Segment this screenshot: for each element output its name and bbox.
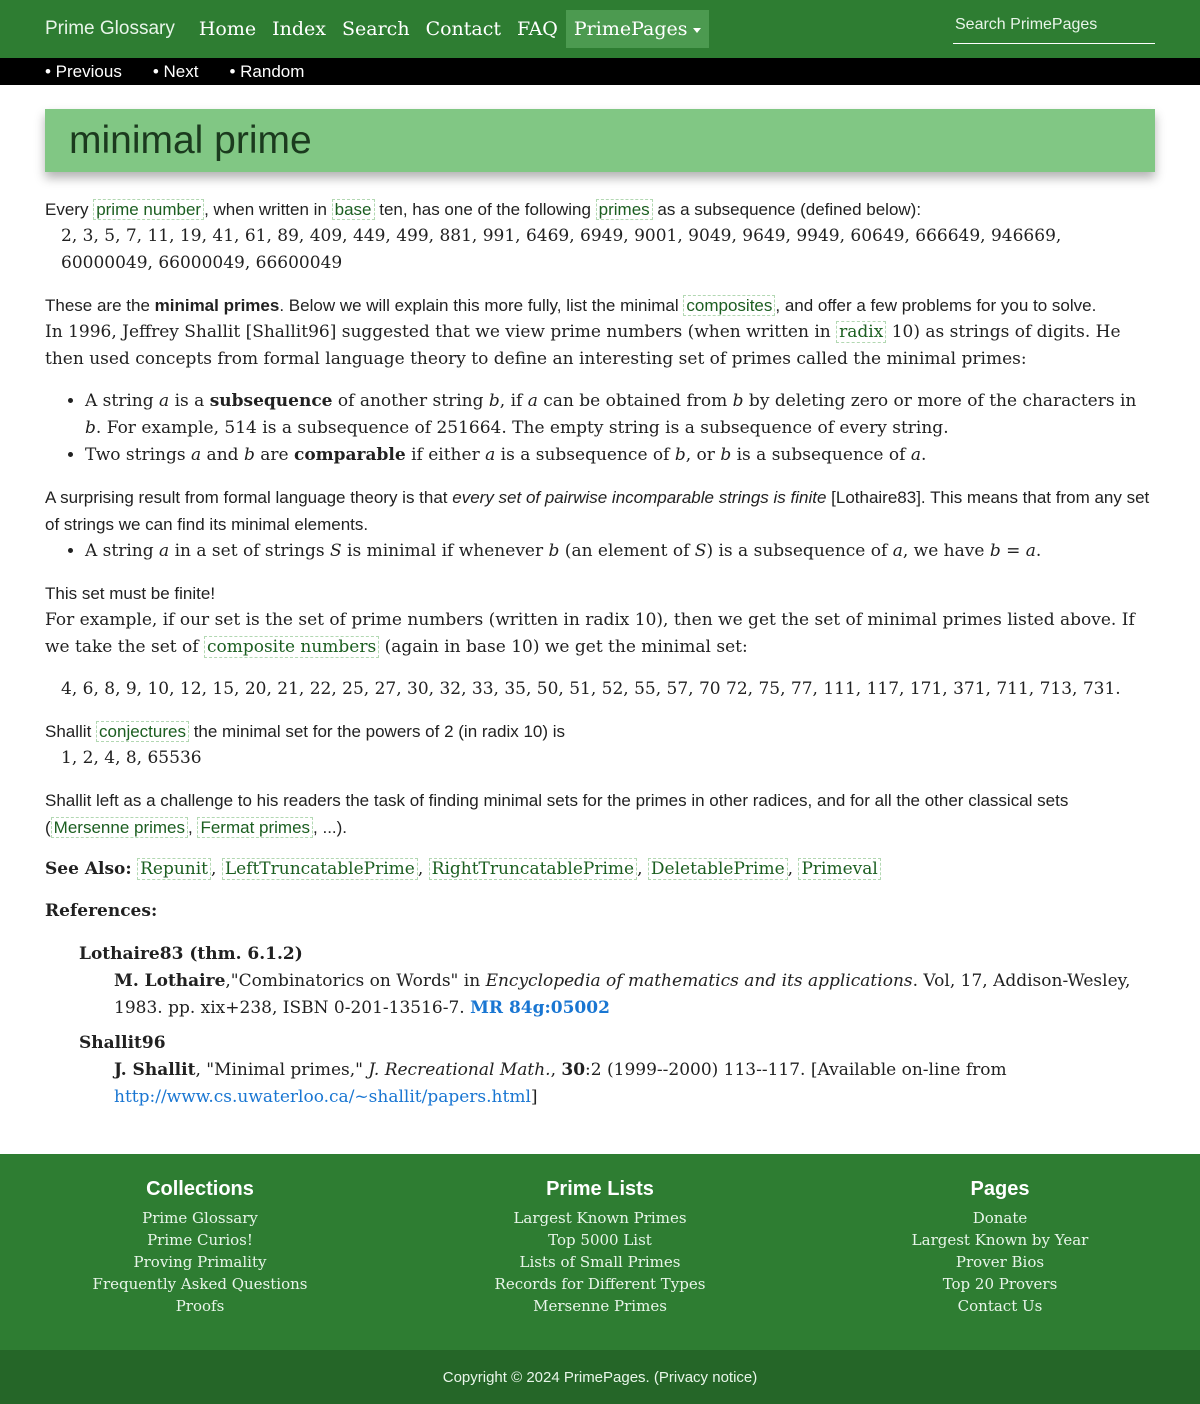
text: and: [201, 445, 244, 465]
text: A string: [85, 391, 160, 411]
text: ,: [188, 818, 198, 837]
composites-list: 4, 6, 8, 9, 10, 12, 15, 20, 21, 22, 25, 27, 30, 32, 33, 35, 50, 51, 52, 55, 57, 70 72, 75, 77, 111, 117, 171, 371, 711, 713, 731.: [61, 679, 1121, 699]
list-item: [85, 538, 1155, 565]
footer-link[interactable]: Largest Known by Year: [911, 1231, 1089, 1249]
var: S: [329, 541, 342, 561]
ref-author: J. Shallit: [114, 1060, 196, 1080]
text: are: [254, 445, 294, 465]
ref-title: J. Recreational Math.: [368, 1060, 551, 1080]
text: the minimal set for the powers of 2 (in radix 10) is: [188, 722, 566, 741]
see-also-label: See Also:: [45, 859, 132, 879]
footer-col-title: Pages: [970, 1178, 1030, 1200]
glossary-link-fermat-primes[interactable]: Fermat primes: [197, 817, 313, 838]
footer-link[interactable]: Frequently Asked Questions: [92, 1275, 308, 1293]
glossary-link-radix[interactable]: radix: [836, 321, 886, 343]
glossary-link-primes[interactable]: primes: [596, 199, 653, 220]
paragraph-minimal-primes: [45, 292, 1155, 319]
page-title: minimal prime: [69, 118, 312, 162]
see-also-lefttruncatableprime[interactable]: LeftTruncatablePrime: [222, 858, 418, 880]
text: 10) as strings of digits. He then used concepts from formal language theory to define an interesting set of primes called the minimal primes:: [45, 322, 1121, 369]
ref-title: Encyclopedia of mathematics and its applications: [485, 971, 913, 991]
nav-search[interactable]: Search: [342, 18, 410, 40]
text: , "Minimal primes,": [195, 1060, 369, 1080]
footer-link[interactable]: Lists of Small Primes: [519, 1253, 681, 1271]
text: if either: [405, 445, 486, 465]
nav-primepages-dropdown[interactable]: [566, 10, 709, 48]
nav-home[interactable]: Home: [198, 18, 257, 40]
var: a: [191, 445, 202, 465]
var: b: [85, 418, 96, 438]
minimal-primes-list: 2, 3, 5, 7, 11, 19, 41, 61, 89, 409, 449, 499, 881, 991, 6469, 6949, 9001, 9049, 9649, 9949, 60649, 666649, 946669, 60000049, 66000049, 66600049: [61, 226, 1062, 273]
text: (an element of: [559, 541, 695, 561]
text: Every: [45, 200, 94, 219]
text: .: [920, 445, 927, 465]
text: Two strings: [85, 445, 192, 465]
paragraph-formal-language: [45, 484, 1155, 538]
sub-navbar: [0, 58, 1200, 85]
text: is a subsequence of: [495, 445, 675, 465]
footer-link[interactable]: Prime Curios!: [147, 1231, 253, 1249]
text: can be obtained from: [537, 391, 733, 411]
text: A string: [85, 541, 160, 561]
var: b: [989, 541, 1001, 561]
text: , and offer a few problems for you to solve.: [775, 296, 1097, 315]
footer-link[interactable]: Prover Bios: [955, 1253, 1045, 1271]
bold-term: comparable: [293, 445, 406, 465]
var: b: [488, 391, 500, 411]
footer-col-collections: [0, 1154, 400, 1350]
var: S: [694, 541, 707, 561]
ref-author: M. Lothaire: [114, 971, 226, 991]
var: a: [159, 391, 170, 411]
footer-col-prime-lists: [400, 1154, 800, 1350]
text: . Below we will explain this more fully, list the minimal: [279, 296, 684, 315]
minimal-definition-list: [45, 538, 1155, 565]
paragraph-conjectures: [45, 718, 1155, 745]
random-link[interactable]: • Random: [229, 61, 305, 81]
text: is a subsequence of: [731, 445, 911, 465]
footer-link[interactable]: Contact Us: [957, 1297, 1043, 1315]
text: Shallit left as a challenge to his readers the task of finding minimal sets for the primes in other radices, and for all the other classical sets (: [45, 791, 1069, 837]
text: , we have: [902, 541, 990, 561]
footer-link[interactable]: Proving Primality: [133, 1253, 267, 1271]
text: , ...).: [313, 818, 348, 837]
var: b: [732, 391, 744, 411]
text: These are the: [45, 296, 155, 315]
dropdown-label: PrimePages: [573, 18, 688, 40]
paragraph-finite: This set must be finite!: [45, 584, 216, 603]
footer-link[interactable]: Mersenne Primes: [533, 1297, 667, 1315]
glossary-link-prime-number[interactable]: prime number: [93, 199, 204, 220]
var: a: [1025, 541, 1036, 561]
text: (again in base 10) we get the minimal set:: [379, 637, 748, 657]
previous-link[interactable]: • Previous: [45, 61, 122, 81]
next-link[interactable]: • Next: [152, 61, 199, 81]
glossary-link-conjectures[interactable]: conjectures: [96, 721, 189, 742]
list-item: [85, 388, 1155, 442]
references-list: [45, 941, 1155, 1111]
reference-entry: [79, 1057, 1155, 1111]
shallit-papers-link[interactable]: http://www.cs.uwaterloo.ca/~shallit/papers.html: [114, 1087, 531, 1107]
ref-volume: 30: [561, 1060, 586, 1080]
mr-link[interactable]: MR 84g:05002: [470, 998, 610, 1018]
reference-key: Lothaire83 (thm. 6.1.2): [79, 944, 303, 964]
see-also-repunit[interactable]: Repunit: [137, 858, 211, 880]
var: b: [548, 541, 560, 561]
footer-link[interactable]: Prime Glossary: [142, 1209, 258, 1227]
reference-entry: [79, 968, 1155, 1022]
see-also-primeval[interactable]: Primeval: [798, 858, 880, 880]
text: :2 (1999--2000) 113--117. [Available on-line from: [585, 1060, 1007, 1080]
nav-contact[interactable]: Contact: [425, 18, 502, 40]
var: b: [243, 445, 255, 465]
text: . For example, 514 is a subsequence of 251664. The empty string is a subsequence of every string.: [95, 418, 949, 438]
text: ,"Combinatorics on Words" in: [225, 971, 486, 991]
italic-text: every set of pairwise incomparable strings is finite: [452, 488, 827, 507]
text: A surprising result from formal language theory is that: [45, 488, 453, 507]
footer-col-title: Prime Lists: [546, 1178, 654, 1200]
nav-index[interactable]: Index: [272, 18, 327, 40]
powers-list: 1, 2, 4, 8, 65536: [61, 748, 202, 768]
footer-col-title: Collections: [146, 1178, 254, 1200]
text: is a: [169, 391, 210, 411]
footer-link[interactable]: Records for Different Types: [494, 1275, 706, 1293]
glossary-link-composites[interactable]: composites: [683, 295, 775, 316]
text: , when written in: [204, 200, 332, 219]
text: .: [1035, 541, 1042, 561]
text: In 1996, Jeffrey Shallit [Shallit96] suggested that we view prime numbers (when written in: [45, 322, 837, 342]
var: a: [159, 541, 170, 561]
text: For example, if our set is the set of prime numbers (written in radix 10), then we get the set of minimal primes listed above. If we take the set of: [45, 610, 1135, 657]
copyright: Copyright © 2024 PrimePages. (Privacy notice): [0, 1350, 1200, 1404]
text: ]: [530, 1087, 538, 1107]
paragraph-example: [45, 607, 1155, 661]
text: by deleting zero or more of the characters in: [743, 391, 1137, 411]
list-item: [85, 442, 1155, 469]
text: =: [1000, 541, 1026, 561]
top-navbar: [0, 0, 1200, 58]
see-also-righttruncatableprime[interactable]: RightTruncatablePrime: [429, 858, 637, 880]
text: is minimal if whenever: [341, 541, 549, 561]
footer: [0, 1154, 1200, 1350]
text: ,: [550, 1060, 562, 1080]
text: as a subsequence (defined below):: [652, 200, 922, 219]
text: Shallit: [45, 722, 97, 741]
paragraph-shallit: [45, 319, 1155, 373]
main-content: [0, 85, 1200, 1111]
text: . Vol, 17, Addison-Wesley, 1983. pp. xix+238, ISBN 0-201-13516-7.: [114, 971, 1131, 1018]
text: [Lothaire83]. This means that from any set of strings we can find its minimal elements.: [45, 488, 1150, 534]
footer-link[interactable]: Top 20 Provers: [942, 1275, 1058, 1293]
footer-col-pages: [800, 1154, 1200, 1350]
var: a: [527, 391, 538, 411]
var: a: [910, 445, 921, 465]
search-box: [953, 15, 1155, 44]
brand-link[interactable]: Prime Glossary: [45, 18, 175, 39]
glossary-link-mersenne-primes[interactable]: Mersenne primes: [51, 817, 188, 838]
var: a: [485, 445, 496, 465]
bold-term: minimal primes: [154, 296, 280, 315]
text: ) is a subsequence of: [706, 541, 893, 561]
title-box: [45, 109, 1155, 172]
var: a: [892, 541, 903, 561]
footer-link[interactable]: Donate: [972, 1209, 1028, 1227]
text: ten, has one of the following: [374, 200, 596, 219]
nav-faq[interactable]: FAQ: [517, 18, 558, 40]
intro-paragraph: [45, 196, 1155, 223]
footer-link[interactable]: Top 5000 List: [548, 1231, 652, 1249]
glossary-link-composite-numbers[interactable]: composite numbers: [204, 636, 379, 658]
text: , if: [499, 391, 528, 411]
glossary-link-base[interactable]: base: [332, 199, 375, 220]
footer-link[interactable]: Proofs: [175, 1297, 225, 1315]
footer-link[interactable]: Largest Known Primes: [513, 1209, 687, 1227]
text: of another string: [332, 391, 489, 411]
reference-key: Shallit96: [79, 1033, 166, 1053]
references-heading: References:: [45, 901, 158, 921]
definitions-list: [45, 388, 1155, 469]
paragraph-challenge: [45, 787, 1155, 841]
search-input[interactable]: [953, 15, 1155, 35]
see-also-deletableprime[interactable]: DeletablePrime: [648, 858, 788, 880]
caret-down-icon: [693, 28, 701, 33]
text: in a set of strings: [169, 541, 330, 561]
bold-term: subsequence: [209, 391, 333, 411]
var: b: [674, 445, 686, 465]
see-also: See Also: Repunit , LeftTruncatablePrime , RightTruncatablePrime , DeletablePrime , Primeval: [45, 856, 1155, 883]
var: b: [720, 445, 732, 465]
text: , or: [685, 445, 721, 465]
